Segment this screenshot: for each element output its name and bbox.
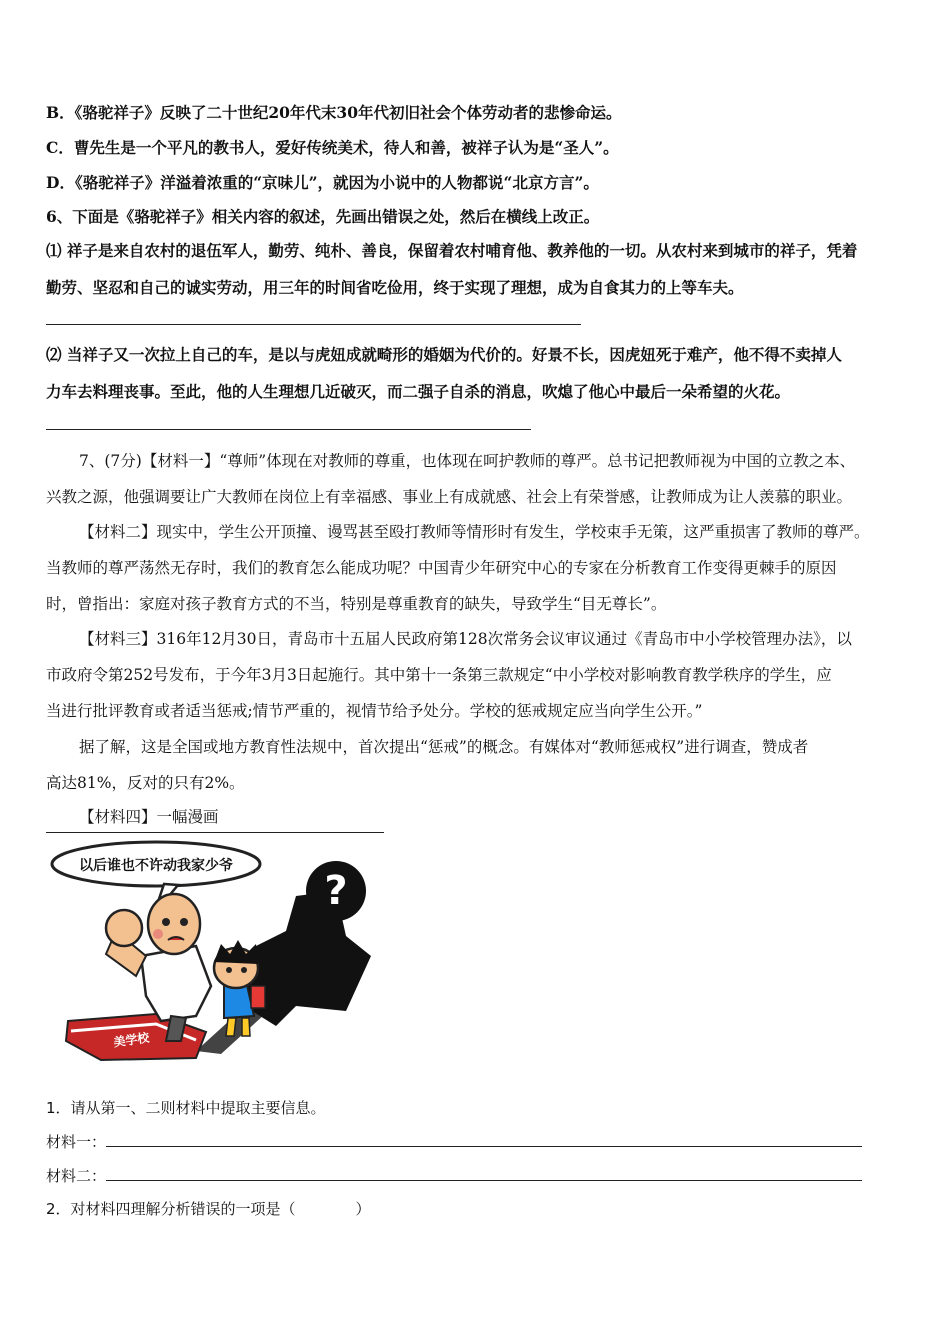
speech-text: 以后谁也不许动我家少爷 bbox=[79, 858, 233, 874]
question-mark-icon: ? bbox=[324, 868, 348, 914]
material4-divider bbox=[46, 832, 384, 833]
q6-p2-line1: ⑵ 当祥子又一次拉上自己的车，是以与虎妞成就畸形的婚姻为代价的。好景不长，因虎妞死于难产，他不得不卖掉人 bbox=[46, 345, 842, 364]
q7-material3-line3: 当进行批评教育或者适当惩戒;情节严重的，视情节给予处分。学校的惩戒规定应当向学生公开。” bbox=[46, 702, 703, 720]
answer-line-material-1[interactable] bbox=[106, 1134, 862, 1147]
q6-prompt: 6、下面是《骆驼祥子》相关内容的叙述，先画出错误之处，然后在横线上改正。 bbox=[46, 207, 600, 226]
option-d: D．《骆驼祥子》洋溢着浓重的“京味儿”，就因为小说中的人物都说“北京方言”。 bbox=[46, 173, 599, 192]
cartoon-image bbox=[46, 836, 386, 1062]
q7-material2-line3: 时，曾指出：家庭对孩子教育方式的不当，特别是尊重教育的缺失，导致学生“目无尊长”。 bbox=[46, 595, 667, 613]
label-material-2: 材料二： bbox=[46, 1167, 107, 1185]
option-c: C．曹先生是一个平凡的教书人，爱好传统美术，待人和善，被祥子认为是“圣人”。 bbox=[46, 138, 619, 157]
q6-p1-line2: 勤劳、坚忍和自己的诚实劳动，用三年的时间省吃俭用，终于实现了理想，成为自食其力的上等车夫。 bbox=[46, 278, 744, 297]
option-b: B．《骆驼祥子》反映了二十世纪20年代末30年代初旧社会个体劳动者的悲惨命运。 bbox=[46, 103, 622, 122]
q7-material4-title: 【材料四】一幅漫画 bbox=[79, 808, 219, 826]
answer-row-1 bbox=[46, 1131, 862, 1152]
q7-material3-line2: 市政府令第252号发布，于今年3月3日起施行。其中第十一条第三款规定“中小学校对影响教育教学秩序的学生，应 bbox=[46, 666, 832, 684]
q7-material1-line1: 7、(7分)【材料一】“尊师”体现在对教师的尊重，也体现在呵护教师的尊严。总书记把教师视为中国的立教之本、 bbox=[79, 452, 856, 470]
q6-p2-line2: 力车去料理丧事。至此，他的人生理想几近破灭，而二强子自杀的消息，吹熄了他心中最后一朵希望的火花。 bbox=[46, 382, 791, 401]
q6-p1-line1: ⑴ 祥子是来自农村的退伍军人，勤劳、纯朴、善良，保留着农村哺育他、教养他的一切。从农村来到城市的祥子，凭着 bbox=[46, 241, 858, 260]
label-material-1: 材料一： bbox=[46, 1133, 107, 1151]
q7-material2-line2: 当教师的尊严荡然无存时，我们的教育怎么能成功呢？中国青少年研究中心的专家在分析教育工作变得更棘手的原因 bbox=[46, 559, 837, 577]
book-text: 美学校 bbox=[112, 1030, 151, 1050]
fist-icon bbox=[106, 910, 142, 946]
q7-material3-line1: 【材料三】316年12月30日，青岛市十五届人民政府第128次常务会议审议通过《青岛市中小学校管理办法》，以 bbox=[79, 630, 852, 648]
q7-survey-line2: 高达81%，反对的只有2%。 bbox=[46, 774, 245, 792]
q6-answer-line-1[interactable] bbox=[46, 324, 581, 325]
q7-survey-line1: 据了解，这是全国或地方教育性法规中，首次提出“惩戒”的概念。有媒体对“教师惩戒权”进行调查，赞成者 bbox=[79, 738, 809, 756]
q7-material1-line2: 兴教之源，他强调要让广大教师在岗位上有幸福感、事业上有成就感、社会上有荣誉感，让教师成为让人羡慕的职业。 bbox=[46, 488, 853, 506]
question-1: 1．请从第一、二则材料中提取主要信息。 bbox=[46, 1099, 326, 1117]
answer-row-2 bbox=[46, 1165, 862, 1186]
q7-material2-line1: 【材料二】现实中，学生公开顶撞、谩骂甚至殴打教师等情形时有发生，学校束手无策，这严重损害了教师的尊严。 bbox=[79, 523, 870, 541]
answer-line-material-2[interactable] bbox=[106, 1168, 862, 1181]
q6-answer-line-2[interactable] bbox=[46, 429, 531, 430]
question-2: 2．对材料四理解分析错误的一项是（ ） bbox=[46, 1200, 371, 1218]
